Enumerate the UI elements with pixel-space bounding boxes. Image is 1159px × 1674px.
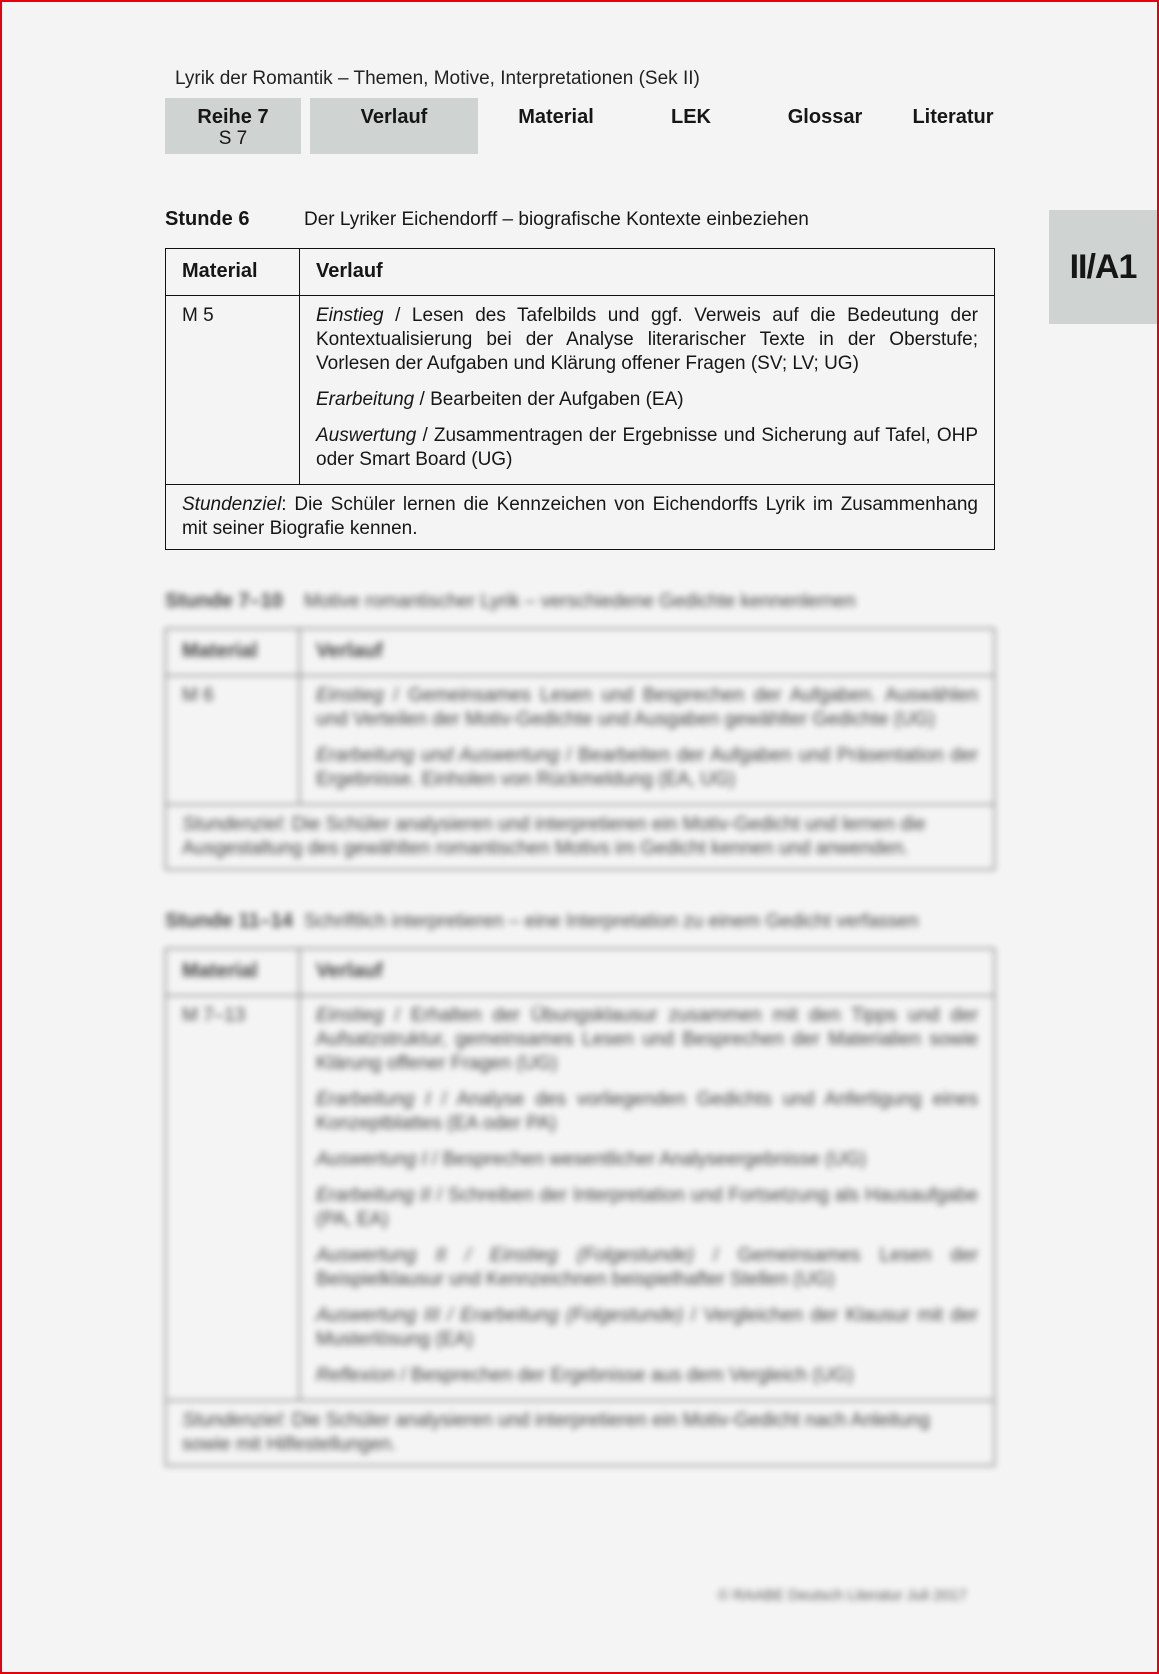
nav-reihe-label: Reihe 7 bbox=[197, 106, 269, 128]
nav-verlauf[interactable]: Verlauf bbox=[310, 98, 478, 154]
step-auswertung-1: Auswertung I / Besprechen wesentlicher Analyseergebnisse (UG) bbox=[316, 1149, 867, 1170]
material-header: Material bbox=[166, 949, 300, 996]
lesson-goal: Stundenziel: Die Schüler analysieren und interpretieren ein Motiv-Gedicht nach Anleitung sowie mit Hilfestellungen. bbox=[166, 1401, 995, 1466]
step-auswertung-3: Auswertung III / Erarbeitung (Folgestunde) / Vergleichen der Klausur mit der Musterlösung (EA) bbox=[316, 1305, 978, 1350]
nav-lek[interactable]: LEK bbox=[671, 106, 711, 128]
lesson-title: Motive romantischer Lyrik – verschiedene Gedichte kennenlernen bbox=[304, 591, 856, 612]
series-title: Lyrik der Romantik – Themen, Motive, Interpretationen (Sek II) bbox=[175, 68, 700, 89]
verlauf-header: Verlauf bbox=[300, 249, 995, 296]
lesson-title: Der Lyriker Eichendorff – biografische Kontexte einbeziehen bbox=[304, 209, 809, 230]
section-tab-badge: II/A1 bbox=[1049, 210, 1157, 324]
lesson-6-heading bbox=[165, 208, 809, 231]
lesson-title: Schriftlich interpretieren – eine Interpretation zu einem Gedicht verfassen bbox=[304, 911, 919, 932]
step-einstieg: Einstieg / Erhalten der Übungsklausur zusammen mit den Tipps und der Aufsatzstruktur, gemeinsames Lesen und Besprechen der Materialien sowie Klärung offener Fragen (UG) bbox=[316, 1005, 978, 1074]
navigation-bar bbox=[165, 98, 995, 156]
lesson-11-heading bbox=[165, 910, 919, 933]
nav-reihe[interactable] bbox=[165, 98, 301, 154]
step-einstieg: Einstieg / Lesen des Tafelbilds und ggf. Verweis auf die Bedeutung der Kontextualisierung bei der Analyse literarischer Texte in der Oberstufe; Vorlesen der Aufgaben und Klärung offener Fragen (SV; LV; UG) bbox=[316, 305, 978, 374]
verlauf-header: Verlauf bbox=[300, 629, 995, 676]
verlauf-cell bbox=[300, 676, 995, 805]
material-cell: M 7–13 bbox=[166, 996, 300, 1401]
lesson-11-table bbox=[165, 948, 995, 1466]
nav-glossar[interactable]: Glossar bbox=[787, 106, 863, 128]
lesson-6-table bbox=[165, 248, 995, 550]
lesson-7-heading bbox=[165, 590, 856, 613]
verlauf-header: Verlauf bbox=[300, 949, 995, 996]
verlauf-cell bbox=[300, 296, 995, 485]
step-erarbeitung-1: Erarbeitung I / Analyse des vorliegenden Gedichts und Anfertigung eines Konzeptblattes (EA oder PA) bbox=[316, 1089, 978, 1134]
step-erarbeitung-auswertung: Erarbeitung und Auswertung / Bearbeiten der Aufgaben und Präsentation der Ergebnisse. Einholen von Rückmeldung (EA, UG) bbox=[316, 745, 978, 790]
step-erarbeitung: Erarbeitung / Bearbeiten der Aufgaben (EA) bbox=[316, 389, 684, 410]
lesson-number: Stunde 11–14 bbox=[165, 910, 293, 932]
lesson-number: Stunde 6 bbox=[165, 208, 250, 230]
step-einstieg: Einstieg / Gemeinsames Lesen und Besprechen der Aufgaben. Auswählen und Verteilen der Motiv-Gedichte und Ausgaben gewählter Gedichte (UG) bbox=[316, 685, 978, 730]
nav-literatur[interactable]: Literatur bbox=[912, 106, 994, 128]
material-cell: M 5 bbox=[166, 296, 300, 485]
step-auswertung-2: Auswertung II / Einstieg (Folgestunde) / Gemeinsames Lesen der Beispielklausur und Kennzeichnen beispielhafter Stellen (UG) bbox=[316, 1245, 978, 1290]
step-reflexion: Reflexion / Besprechen der Ergebnisse aus dem Vergleich (UG) bbox=[316, 1365, 854, 1386]
lesson-number: Stunde 7–10 bbox=[165, 590, 283, 612]
step-auswertung: Auswertung / Zusammentragen der Ergebnisse und Sicherung auf Tafel, OHP oder Smart Board (UG) bbox=[316, 425, 978, 470]
material-header: Material bbox=[166, 629, 300, 676]
document-page bbox=[2, 2, 1157, 1672]
lesson-goal: Stundenziel: Die Schüler analysieren und interpretieren ein Motiv-Gedicht und lernen die Ausgestaltung des gewählten romantischen Motivs im Gedicht kennen und anwenden. bbox=[166, 805, 995, 870]
verlauf-cell bbox=[300, 996, 995, 1401]
material-header: Material bbox=[166, 249, 300, 296]
nav-material[interactable]: Material bbox=[518, 106, 594, 128]
copyright-footer: © RAABE Deutsch Literatur Juli 2017 bbox=[718, 1587, 967, 1604]
material-cell: M 6 bbox=[166, 676, 300, 805]
lesson-goal: Stundenziel: Die Schüler lernen die Kennzeichen von Eichendorffs Lyrik im Zusammenhang mit seiner Biografie kennen. bbox=[166, 485, 995, 550]
nav-reihe-page: S 7 bbox=[218, 128, 248, 149]
step-erarbeitung-2: Erarbeitung II / Schreiben der Interpretation und Fortsetzung als Hausaufgabe (PA, EA) bbox=[316, 1185, 978, 1230]
lesson-7-table bbox=[165, 628, 995, 870]
